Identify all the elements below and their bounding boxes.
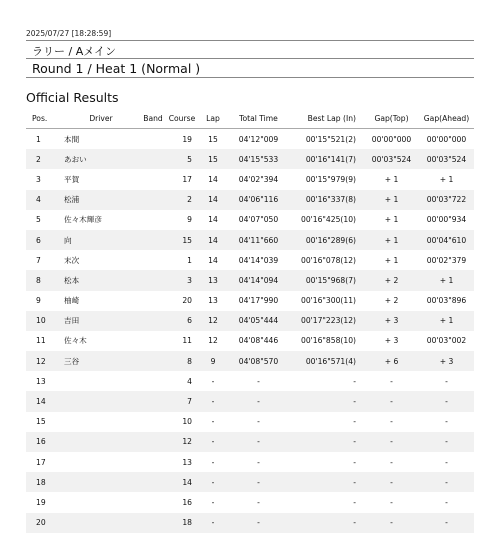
cell-pos: 9 (36, 296, 41, 306)
heat-title: Round 1 / Heat 1 (Normal ) (32, 61, 201, 76)
cell-lap: - (211, 497, 215, 507)
cell-band (142, 169, 164, 189)
cell-gap-top: - (364, 513, 419, 533)
cell-best-lap: 00'16"141(7) (291, 149, 364, 169)
cell-best-lap: 00'16"571(4) (291, 351, 364, 371)
cell-driver (60, 371, 142, 391)
cell-gap-ahead: - (445, 457, 448, 467)
cell-best-lap: 00'15"968(7) (291, 270, 364, 290)
cell-band (142, 492, 164, 512)
table-row (26, 371, 474, 391)
report-timestamp: 2025/07/27 [18:28:59] (26, 29, 112, 38)
header-divider-middle (26, 58, 474, 59)
cell-driver (60, 492, 142, 512)
cell-gap-ahead: 00'00"000 (426, 134, 467, 144)
results-table (26, 108, 474, 533)
cell-gap-top: + 1 (384, 215, 399, 225)
col-header-total-time: Total Time (226, 108, 291, 129)
cell-band (142, 452, 164, 472)
cell-band (142, 351, 164, 371)
cell-best-lap: - (353, 417, 356, 427)
cell-gap-ahead: - (419, 472, 474, 492)
cell-course: 3 (164, 270, 200, 290)
cell-best-lap: 00'15"521(2) (305, 134, 356, 144)
cell-gap-ahead: - (445, 376, 448, 386)
cell-gap-top: - (364, 472, 419, 492)
cell-total-time: 04'17"990 (238, 296, 279, 306)
table-row (26, 513, 474, 533)
cell-gap-ahead: - (419, 432, 474, 452)
cell-gap-top: + 1 (384, 255, 399, 265)
cell-gap-top: + 3 (384, 336, 399, 346)
cell-best-lap: 00'16"300(11) (301, 296, 356, 306)
cell-driver: 本間 (64, 134, 80, 144)
table-row (26, 270, 474, 290)
cell-lap: - (200, 513, 226, 533)
cell-total-time: - (226, 513, 291, 533)
cell-gap-top: + 6 (364, 351, 419, 371)
table-row (26, 452, 474, 472)
cell-pos: 20 (26, 513, 60, 533)
cell-gap-ahead: + 1 (419, 270, 474, 290)
cell-gap-top: - (390, 497, 393, 507)
cell-band (142, 291, 164, 311)
cell-gap-ahead: 00'03"524 (419, 149, 474, 169)
cell-total-time: - (226, 391, 291, 411)
cell-driver (60, 452, 142, 472)
cell-gap-top: + 3 (364, 311, 419, 331)
cell-band (142, 129, 164, 150)
cell-band (142, 412, 164, 432)
cell-gap-ahead: 00'04"610 (419, 230, 474, 250)
cell-lap: 14 (200, 190, 226, 210)
cell-course: 1 (187, 255, 192, 265)
cell-band (142, 190, 164, 210)
cell-total-time: 04'06"116 (226, 190, 291, 210)
cell-course: 5 (164, 149, 200, 169)
cell-gap-ahead: + 3 (419, 351, 474, 371)
cell-gap-ahead: - (445, 497, 448, 507)
cell-gap-ahead: 00'02"379 (426, 255, 467, 265)
cell-total-time: - (226, 472, 291, 492)
cell-gap-top: - (390, 376, 393, 386)
cell-band (142, 230, 164, 250)
cell-total-time: 04'07"050 (238, 215, 279, 225)
cell-total-time: 04'05"444 (226, 311, 291, 331)
section-title: Official Results (26, 90, 119, 105)
cell-band (142, 210, 164, 230)
cell-lap: - (200, 432, 226, 452)
cell-gap-ahead: 00'03"896 (426, 296, 467, 306)
cell-lap: 14 (208, 174, 218, 184)
cell-total-time: 04'12"009 (238, 134, 279, 144)
cell-gap-top: + 1 (364, 230, 419, 250)
header-divider-top (26, 40, 474, 41)
cell-lap: 14 (208, 215, 218, 225)
cell-driver: 松本 (60, 270, 142, 290)
cell-driver: 向 (60, 230, 142, 250)
cell-gap-ahead: 00'03"722 (419, 190, 474, 210)
col-header-band: Band (142, 108, 164, 129)
table-row (26, 250, 474, 270)
table-row (26, 210, 474, 230)
cell-course: 20 (182, 296, 192, 306)
cell-driver: 佐々木 (64, 336, 87, 346)
cell-best-lap: - (291, 472, 364, 492)
cell-total-time: 04'08"570 (226, 351, 291, 371)
cell-gap-top: 00'03"524 (364, 149, 419, 169)
header-divider-bottom (26, 77, 474, 78)
cell-pos: 7 (36, 255, 41, 265)
cell-driver (60, 412, 142, 432)
col-header-lap: Lap (200, 108, 226, 129)
cell-total-time: - (257, 457, 260, 467)
cell-course: 16 (182, 497, 192, 507)
cell-gap-top: + 2 (364, 270, 419, 290)
cell-lap: - (211, 457, 215, 467)
cell-band (142, 513, 164, 533)
event-title: ラリー / Aメイン (32, 45, 117, 58)
cell-gap-ahead: 00'03"002 (426, 336, 467, 346)
col-header-driver: Driver (60, 108, 142, 129)
table-row (26, 311, 474, 331)
cell-lap: - (211, 417, 215, 427)
cell-lap: 14 (208, 255, 218, 265)
cell-driver: 吉田 (60, 311, 142, 331)
cell-gap-top: - (390, 457, 393, 467)
cell-pos: 12 (26, 351, 60, 371)
cell-total-time: 04'14"094 (226, 270, 291, 290)
cell-course: 10 (182, 417, 192, 427)
cell-pos: 8 (26, 270, 60, 290)
results-body (26, 129, 474, 533)
cell-best-lap: - (353, 457, 356, 467)
cell-driver (60, 432, 142, 452)
cell-course: 7 (164, 391, 200, 411)
cell-best-lap: 00'15"979(9) (305, 174, 356, 184)
cell-course: 19 (182, 134, 192, 144)
cell-driver: あおい (60, 149, 142, 169)
cell-lap: 15 (208, 134, 218, 144)
table-row (26, 190, 474, 210)
cell-pos: 17 (36, 457, 46, 467)
cell-pos: 5 (36, 215, 41, 225)
cell-lap: 13 (208, 296, 218, 306)
cell-gap-ahead: - (419, 513, 474, 533)
cell-course: 13 (182, 457, 192, 467)
cell-lap: 12 (200, 311, 226, 331)
cell-gap-top: 00'00"000 (371, 134, 412, 144)
cell-pos: 14 (26, 391, 60, 411)
cell-gap-top: - (364, 391, 419, 411)
cell-lap: 15 (200, 149, 226, 169)
cell-lap: - (200, 391, 226, 411)
cell-driver: 平賀 (64, 174, 80, 184)
cell-pos: 16 (26, 432, 60, 452)
cell-band (142, 270, 164, 290)
cell-pos: 2 (26, 149, 60, 169)
cell-best-lap: 00'16"078(12) (301, 255, 356, 265)
cell-lap: 14 (200, 230, 226, 250)
cell-lap: - (200, 472, 226, 492)
cell-course: 14 (164, 472, 200, 492)
cell-gap-top: + 1 (364, 190, 419, 210)
table-row (26, 472, 474, 492)
cell-best-lap: 00'17"223(12) (291, 311, 364, 331)
cell-total-time: 04'15"533 (226, 149, 291, 169)
cell-best-lap: - (291, 513, 364, 533)
cell-course: 9 (187, 215, 192, 225)
cell-best-lap: - (291, 391, 364, 411)
col-header-gap-ahead: Gap(Ahead) (419, 108, 474, 129)
cell-pos: 4 (26, 190, 60, 210)
cell-pos: 15 (36, 417, 46, 427)
cell-gap-ahead: 00'00"934 (426, 215, 467, 225)
col-header-best-lap: Best Lap (In) (291, 108, 364, 129)
cell-driver: 末次 (64, 255, 80, 265)
cell-total-time: - (257, 376, 260, 386)
cell-lap: 12 (208, 336, 218, 346)
cell-gap-ahead: - (445, 417, 448, 427)
cell-total-time: 04'11"660 (226, 230, 291, 250)
table-row (26, 149, 474, 169)
col-header-course: Course (164, 108, 200, 129)
cell-course: 4 (187, 376, 192, 386)
cell-band (142, 331, 164, 351)
table-row (26, 492, 474, 512)
table-row (26, 169, 474, 189)
table-row (26, 291, 474, 311)
results-header-row (26, 108, 474, 129)
cell-total-time: - (226, 432, 291, 452)
cell-driver (60, 472, 142, 492)
cell-total-time: - (257, 417, 260, 427)
cell-course: 17 (182, 174, 192, 184)
table-row (26, 331, 474, 351)
cell-lap: - (211, 376, 215, 386)
table-row (26, 412, 474, 432)
cell-gap-top: - (364, 432, 419, 452)
cell-best-lap: - (353, 497, 356, 507)
cell-gap-ahead: + 1 (439, 174, 454, 184)
cell-driver (60, 391, 142, 411)
cell-best-lap: 00'16"289(6) (291, 230, 364, 250)
col-header-gap-top: Gap(Top) (364, 108, 419, 129)
cell-course: 11 (182, 336, 192, 346)
cell-best-lap: - (291, 432, 364, 452)
cell-best-lap: - (353, 376, 356, 386)
cell-lap: 9 (200, 351, 226, 371)
cell-pos: 19 (36, 497, 46, 507)
cell-gap-ahead: + 1 (419, 311, 474, 331)
cell-pos: 10 (26, 311, 60, 331)
cell-pos: 13 (36, 376, 46, 386)
cell-band (142, 432, 164, 452)
cell-gap-top: + 1 (384, 174, 399, 184)
cell-band (142, 371, 164, 391)
cell-total-time: - (257, 497, 260, 507)
table-row (26, 230, 474, 250)
cell-driver: 松浦 (60, 190, 142, 210)
cell-pos: 3 (36, 174, 41, 184)
cell-band (142, 472, 164, 492)
table-row (26, 129, 474, 150)
cell-pos: 18 (26, 472, 60, 492)
cell-lap: 13 (200, 270, 226, 290)
table-row (26, 351, 474, 371)
col-header-pos: Pos. (26, 108, 60, 129)
cell-best-lap: 00'16"425(10) (301, 215, 356, 225)
cell-total-time: 04'08"446 (238, 336, 279, 346)
cell-gap-ahead: - (419, 391, 474, 411)
cell-driver: 三谷 (60, 351, 142, 371)
cell-pos: 11 (36, 336, 46, 346)
cell-course: 18 (164, 513, 200, 533)
cell-course: 15 (164, 230, 200, 250)
cell-pos: 6 (26, 230, 60, 250)
table-row (26, 432, 474, 452)
table-row (26, 391, 474, 411)
cell-gap-top: - (390, 417, 393, 427)
cell-gap-top: + 2 (384, 296, 399, 306)
cell-band (142, 391, 164, 411)
cell-best-lap: 00'16"337(8) (291, 190, 364, 210)
cell-band (142, 311, 164, 331)
cell-total-time: 04'14"039 (238, 255, 279, 265)
cell-course: 12 (164, 432, 200, 452)
cell-band (142, 250, 164, 270)
cell-driver: 佐々木輝彦 (64, 215, 102, 225)
cell-driver: 柚崎 (64, 296, 80, 306)
cell-course: 6 (164, 311, 200, 331)
cell-driver (60, 513, 142, 533)
cell-course: 8 (164, 351, 200, 371)
cell-pos: 1 (36, 134, 41, 144)
cell-best-lap: 00'16"858(10) (301, 336, 356, 346)
cell-course: 2 (164, 190, 200, 210)
cell-band (142, 149, 164, 169)
cell-total-time: 04'02"394 (238, 174, 279, 184)
